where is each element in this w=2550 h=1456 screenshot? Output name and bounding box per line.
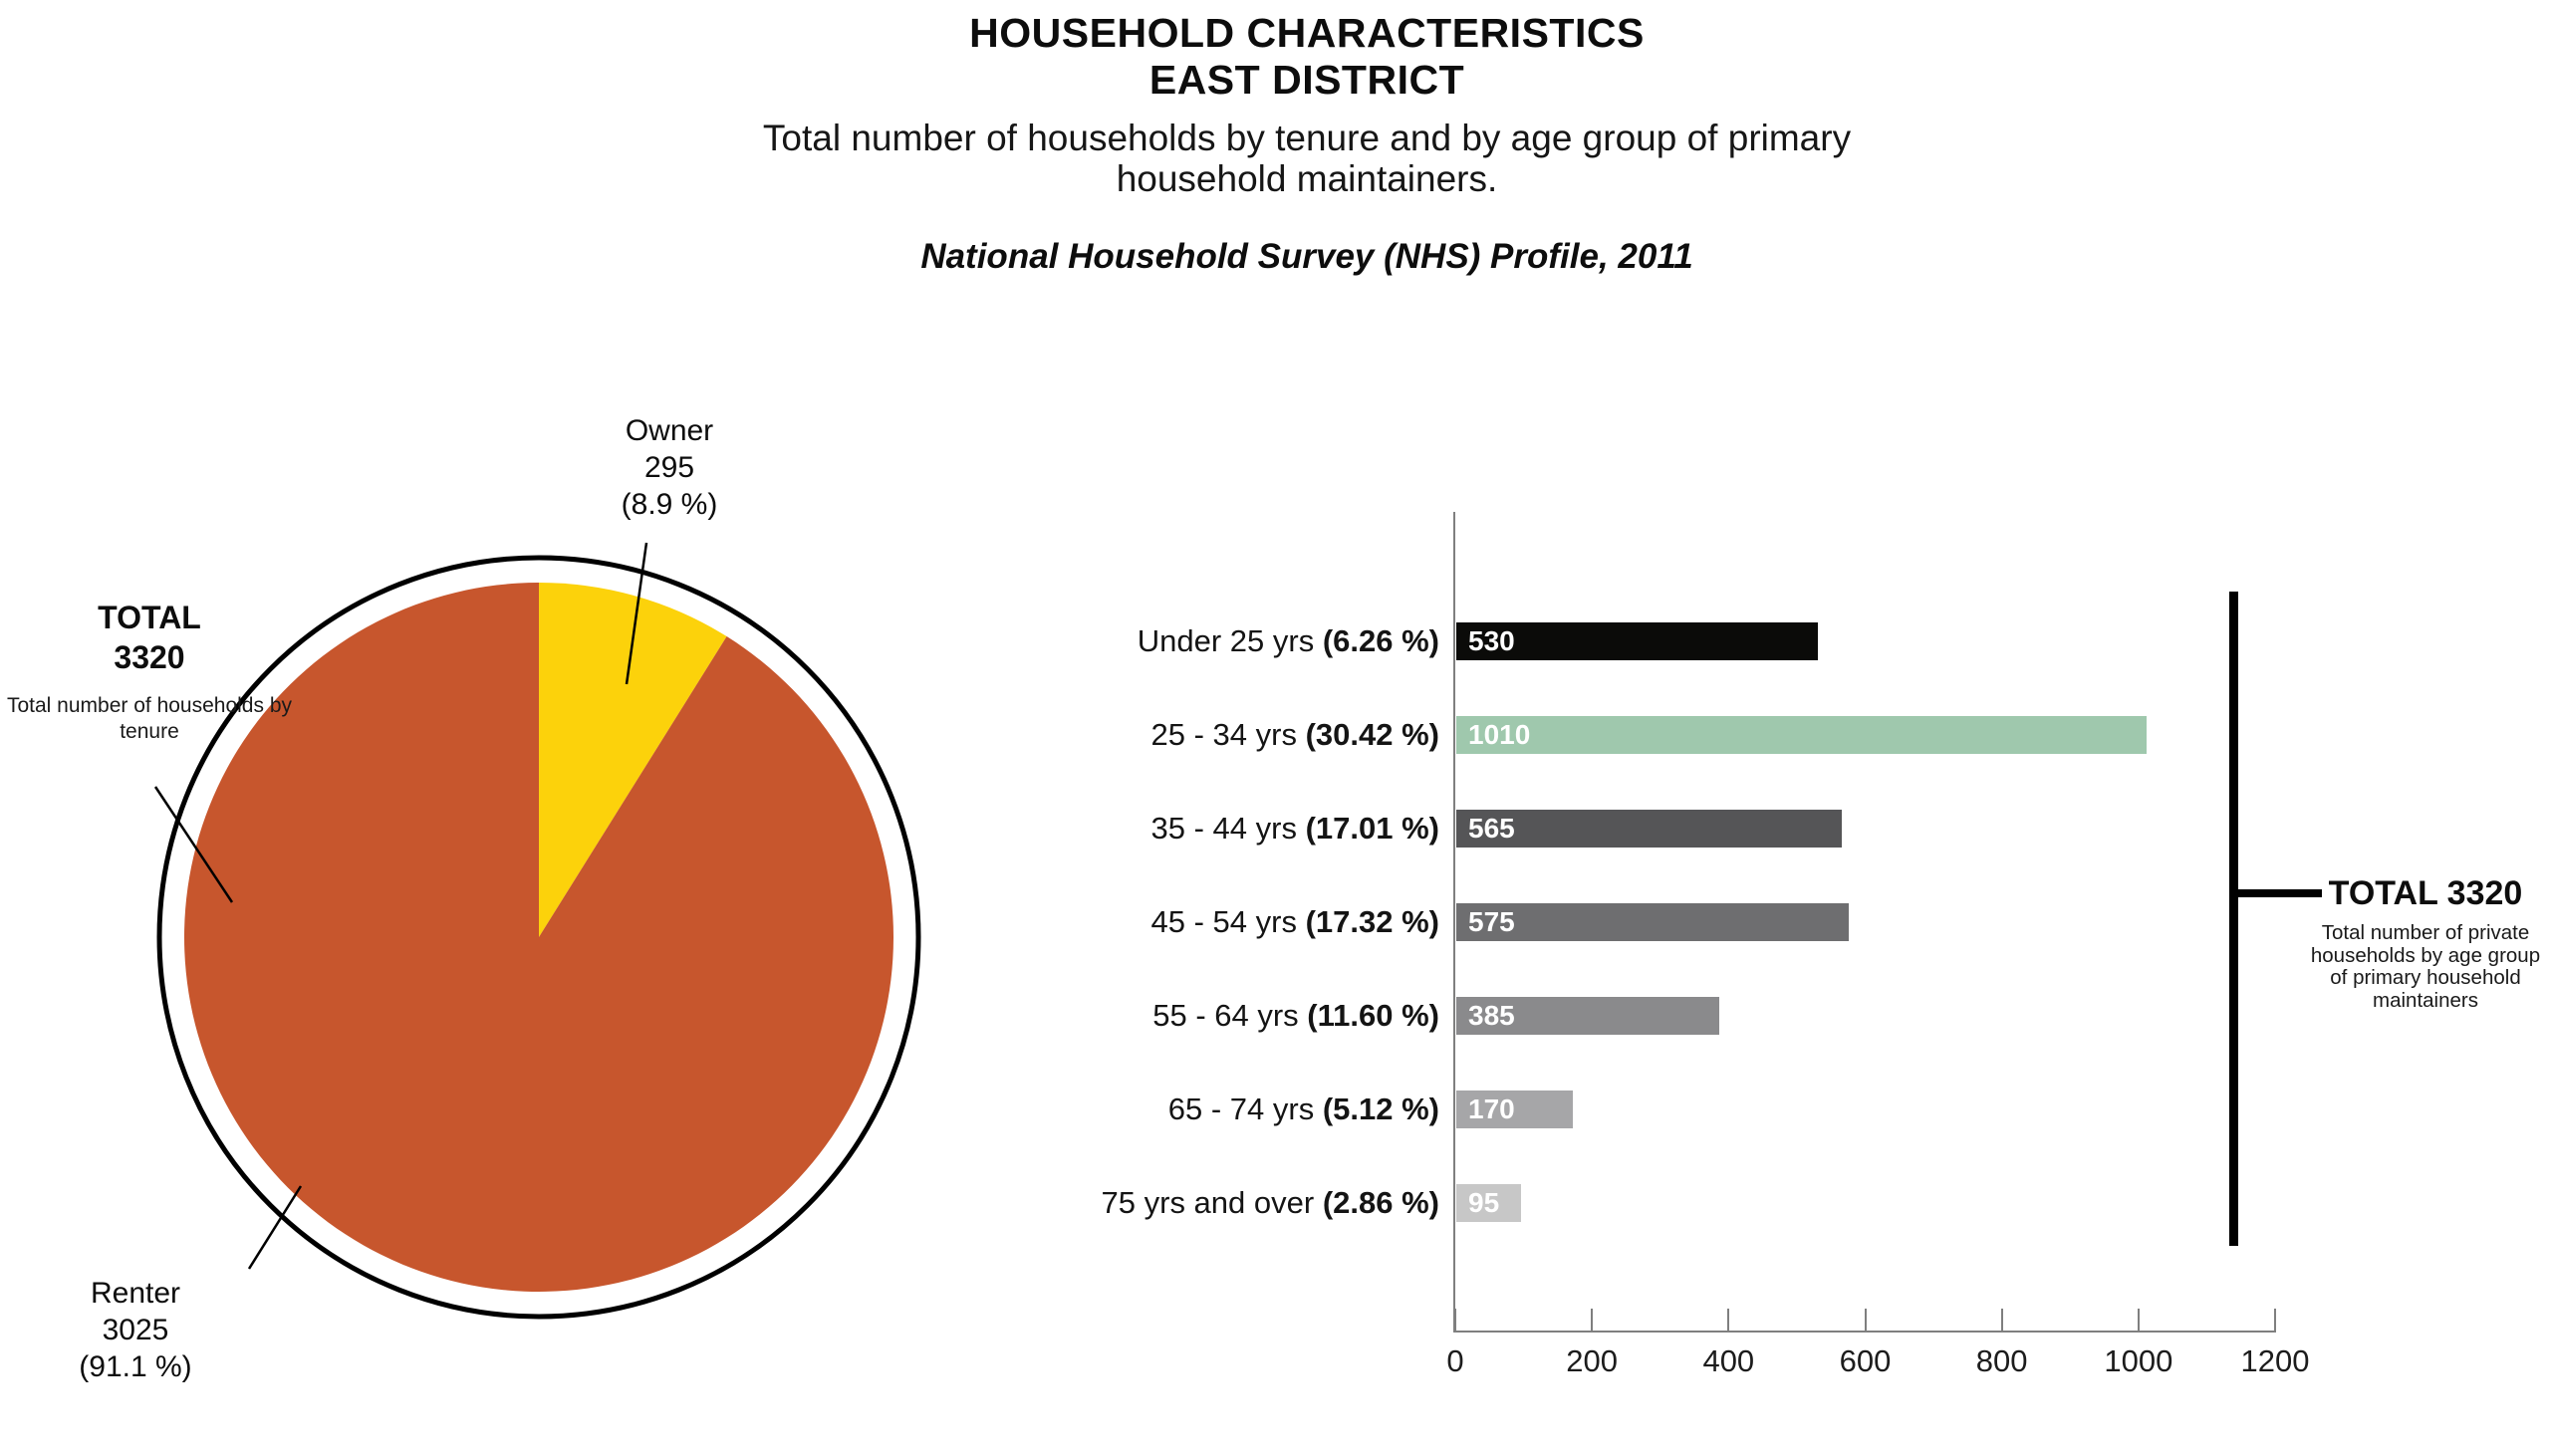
x-axis-tick-label: 1000 (2104, 1343, 2173, 1378)
bar-category-label (1151, 716, 1439, 754)
bar-55-64-yrs[interactable] (1456, 997, 1719, 1035)
bar-total-title: TOTAL 3320 (2328, 874, 2523, 912)
bar-value-label: 385 (1468, 1000, 1515, 1031)
x-axis-tick (2274, 1309, 2276, 1332)
bar-value-label: 565 (1468, 813, 1515, 844)
age-group-percent: (17.32 %) (1305, 904, 1439, 939)
x-axis-tick (1727, 1309, 1729, 1332)
x-axis-tick-label: 1200 (2240, 1343, 2310, 1378)
x-axis-tick-label: 0 (1446, 1343, 1464, 1378)
bar-category-label (1138, 622, 1439, 660)
bar-total-note: Total number of private households by age group of primary household maintainers (2310, 921, 2541, 1012)
age-group-text: 75 yrs and over (1101, 1185, 1323, 1220)
bar-under-25-yrs[interactable] (1456, 622, 1818, 660)
page-title-line2: EAST DISTRICT (1148, 57, 1465, 103)
bar-chart-y-axis (1453, 512, 1455, 1333)
bar-category-label (1151, 810, 1439, 848)
x-axis-tick (2001, 1309, 2003, 1332)
bar-65-74-yrs[interactable] (1456, 1091, 1573, 1128)
age-group-percent: (30.42 %) (1305, 717, 1439, 752)
bar-category-label (1152, 997, 1439, 1035)
x-axis-tick-label: 200 (1566, 1343, 1619, 1378)
x-axis-tick (2138, 1309, 2140, 1332)
bar-value-label: 1010 (1468, 719, 1531, 750)
bar-45-54-yrs[interactable] (1456, 903, 1849, 941)
data-source-note: National Household Survey (NHS) Profile, 2011 (920, 237, 1693, 276)
owner-name: Owner (625, 414, 714, 447)
age-group-text: 35 - 44 yrs (1150, 811, 1306, 846)
pie-total-value: 3320 (114, 639, 185, 675)
renter-name: Renter (90, 1277, 181, 1310)
age-group-text: Under 25 yrs (1137, 623, 1323, 658)
pie-total-label: TOTAL (98, 600, 201, 635)
bar-category-label (1102, 1184, 1439, 1222)
x-axis-tick-label: 800 (1975, 1343, 2028, 1378)
age-group-percent: (11.60 %) (1307, 998, 1439, 1033)
renter-pct: (91.1 %) (79, 1350, 192, 1383)
age-group-text: 25 - 34 yrs (1150, 717, 1306, 752)
age-group-percent: (5.12 %) (1322, 1092, 1439, 1126)
x-axis-tick-label: 400 (1702, 1343, 1755, 1378)
bar-25-34-yrs[interactable] (1456, 716, 2147, 754)
x-axis-tick-label: 600 (1839, 1343, 1892, 1378)
age-group-text: 55 - 64 yrs (1152, 998, 1308, 1033)
bar-total-annotation (2309, 874, 2542, 1012)
bar-value-label: 575 (1468, 906, 1515, 937)
bar-75-yrs-and-over[interactable] (1456, 1184, 1521, 1222)
bar-value-label: 530 (1468, 625, 1515, 656)
bar-category-label (1168, 1091, 1439, 1128)
x-axis-tick (1865, 1309, 1867, 1332)
x-axis-tick (1454, 1309, 1456, 1332)
age-group-text: 45 - 54 yrs (1150, 904, 1306, 939)
age-group-text: 65 - 74 yrs (1167, 1092, 1323, 1126)
renter-value: 3025 (102, 1314, 169, 1346)
age-group-percent: (6.26 %) (1322, 623, 1439, 658)
x-axis-tick (1591, 1309, 1593, 1332)
bar-value-label: 170 (1468, 1093, 1515, 1124)
owner-value: 295 (643, 451, 695, 484)
page-title-line1: HOUSEHOLD CHARACTERISTICS (969, 10, 1645, 56)
owner-pct: (8.9 %) (621, 488, 718, 521)
chart-subtitle: Total number of households by tenure and by age group of primary household maintainers. (762, 118, 1852, 199)
pie-total-note: Total number of households by tenure (6, 694, 292, 743)
age-group-percent: (2.86 %) (1322, 1185, 1439, 1220)
bar-35-44-yrs[interactable] (1456, 810, 1842, 848)
age-group-percent: (17.01 %) (1305, 811, 1439, 846)
bar-value-label: 95 (1468, 1187, 1500, 1218)
bar-category-label (1151, 903, 1439, 941)
